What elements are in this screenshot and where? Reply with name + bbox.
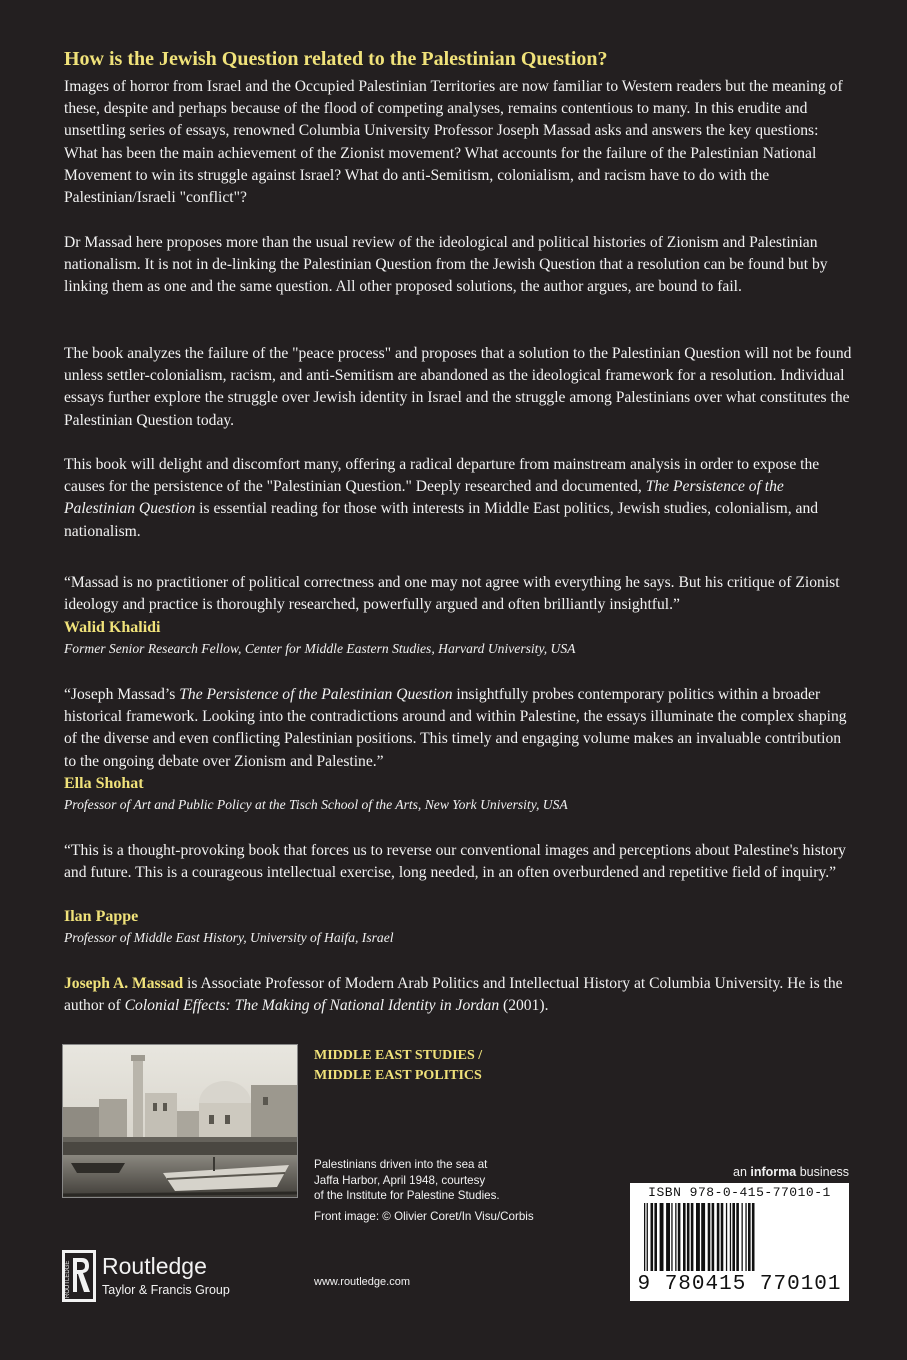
isbn-label: ISBN 978-0-415-77010-1	[648, 1185, 831, 1200]
photo-caption	[314, 1157, 574, 1204]
quote-1-text: “Massad is no practitioner of political correctness and one may not agree with everything he says. But his critique of Zionist ideology and practice is thoroughly researched, powerfully argued and often brilliantly insightful.”	[64, 574, 840, 614]
barcode-digits: 9 780415 770101	[637, 1273, 842, 1296]
routledge-r-icon	[62, 1250, 96, 1302]
paragraph-3: The book analyzes the failure of the "peace process" and proposes that a solution to the Palestinian Question will not be found unless settler-colonialism, racism, and anti-Semitism are abandoned as the ideological framework for a resolution. Individual essays further explore the struggle over Jewish identity in Israel and the struggle among Palestinians over what constitutes the Palestinian Question today.	[64, 345, 852, 429]
informa-brand: informa	[750, 1165, 797, 1179]
category-line-1: MIDDLE EAST STUDIES /	[314, 1048, 483, 1063]
barcode-bar	[683, 1203, 686, 1271]
informa-suffix: business	[796, 1165, 850, 1179]
routledge-logo	[62, 1250, 262, 1302]
quote-2-name: Ella Shohat	[64, 775, 144, 792]
author-bio	[64, 973, 854, 1017]
paragraph-2: Dr Massad here proposes more than the usual review of the ideological and political histories of Zionism and Palestinian nationalism. It is not in de-linking the Palestinian Question from the Jewish Question that a resolution can be found but by linking them as one and the same question. All other proposed solutions, the author argues, are bound to fail.	[64, 234, 828, 296]
barcode-bar	[696, 1203, 700, 1271]
isbn-barcode	[630, 1183, 849, 1301]
barcode-bar	[717, 1203, 720, 1271]
barcode-bar	[736, 1203, 739, 1271]
routledge-name: Routledge	[102, 1253, 207, 1279]
paragraph-4-text-end: is essential reading for those with interests in Middle East politics, Jewish studies, colonialism, and nationalism.	[64, 500, 819, 540]
caption-line-1: Palestinians driven into the sea at	[314, 1158, 488, 1171]
author-name: Joseph A. Massad	[64, 975, 184, 992]
barcode-bar	[675, 1203, 676, 1271]
barcode-bar	[691, 1203, 694, 1271]
quote-2-text	[64, 684, 854, 773]
harbor-photo-illustration	[63, 1045, 298, 1198]
barcode-bar	[721, 1203, 724, 1271]
author-bio-end: (2001).	[499, 997, 549, 1015]
barcode-bar	[644, 1203, 645, 1271]
taylor-francis-group: Taylor & Francis Group	[102, 1283, 230, 1297]
barcode-bar	[732, 1203, 735, 1271]
quote-3-name: Ilan Pappe	[64, 908, 139, 925]
quote-1-name: Walid Khalidi	[64, 619, 161, 636]
barcode-bar	[745, 1203, 746, 1271]
barcode-bar	[726, 1203, 727, 1271]
caption-line-2: Jaffa Harbor, April 1948, courtesy	[314, 1173, 486, 1187]
informa-business-tagline	[733, 1165, 849, 1179]
barcode-bar	[742, 1203, 743, 1271]
barcode-bar	[666, 1203, 670, 1271]
subject-category	[314, 1046, 482, 1086]
barcode-bar	[730, 1203, 731, 1271]
paragraph-1: Images of horror from Israel and the Occupied Palestinian Territories are now familiar to Western readers but the meaning of these, despite and perhaps because of the flood of competing analyses, remains contentious to many. In this erudite and unsettling series of essays, renowned Columbia University Professor Joseph Massad asks and answers the key questions: What has been the main achievement of the Zionist movement? What accounts for the failure of the Palestinian National Movement to win its struggle against Israel? What do anti-Semitism, colonialism, and racism have to do with the Palestinian/Israeli "conflict"?	[64, 78, 843, 207]
routledge-vertical-text: ROUTLEDGE	[65, 1260, 71, 1298]
barcode-bar	[647, 1203, 648, 1271]
barcode-bar	[712, 1203, 715, 1271]
publisher-website: www.routledge.com	[314, 1276, 410, 1288]
barcode-bar	[687, 1203, 690, 1271]
front-image-credit: Front image: © Olivier Coret/In Visu/Corbis	[314, 1210, 534, 1223]
barcode-bar	[678, 1203, 681, 1271]
barcode-bar	[651, 1203, 654, 1271]
quote-1-affiliation: Former Senior Research Fellow, Center for Middle Eastern Studies, Harvard University, USA	[64, 641, 576, 656]
quote-2-book-title: The Persistence of the Palestinian Question	[179, 686, 453, 703]
barcode-bar	[752, 1203, 755, 1271]
quote-3-text: “This is a thought-provoking book that forces us to reverse our conventional images and perceptions about Palestine's history and future. This is a courageous intellectual exercise, long needed, in an often overburdened and repetitive field of inquiry.”	[64, 842, 846, 882]
category-line-2: MIDDLE EAST POLITICS	[314, 1068, 482, 1083]
barcode-bar	[701, 1203, 705, 1271]
quote-2-end: insightfully probes contemporary politics within a broader historical framework. Looking into the contradictions around and within Palestine, the essays illuminate the complex shaping of the diverse and even conflicting Palestinian positions. This timely and engaging volume makes an invaluable contribution to the ongoing debate over Zionism and Palestine.”	[64, 686, 847, 770]
barcode-bar	[708, 1203, 711, 1271]
quote-2-affiliation: Professor of Art and Public Policy at the Tisch School of the Arts, New York University, USA	[64, 797, 568, 812]
paragraph-4	[64, 454, 854, 543]
barcode-bar	[654, 1203, 657, 1271]
paragraph-4-text: This book will delight and discomfort many, offering a radical departure from mainstream analysis in order to expose the causes for the persistence of the "Palestinian Question." Deeply researched and documented,	[64, 456, 820, 496]
barcode-bar	[671, 1203, 672, 1271]
barcode-bar	[660, 1203, 664, 1271]
caption-line-3: of the Institute for Palestine Studies.	[314, 1189, 500, 1202]
author-book-title: Colonial Effects: The Making of National Identity in Jordan	[124, 997, 500, 1015]
barcode-bar	[748, 1203, 751, 1271]
author-bio-text: is Associate Professor of Modern Arab Politics and Intellectual History at Columbia University. He is the author of	[64, 975, 843, 1015]
cover-heading: How is the Jewish Question related to the Palestinian Question?	[64, 48, 608, 70]
quote-3-affiliation: Professor of Middle East History, University of Haifa, Israel	[64, 930, 394, 945]
book-title: The Persistence of the Palestinian Question	[64, 478, 784, 518]
informa-prefix: an	[733, 1165, 751, 1179]
quote-2-start: “Joseph Massad’s	[64, 686, 180, 703]
jaffa-harbor-photo	[62, 1044, 298, 1198]
